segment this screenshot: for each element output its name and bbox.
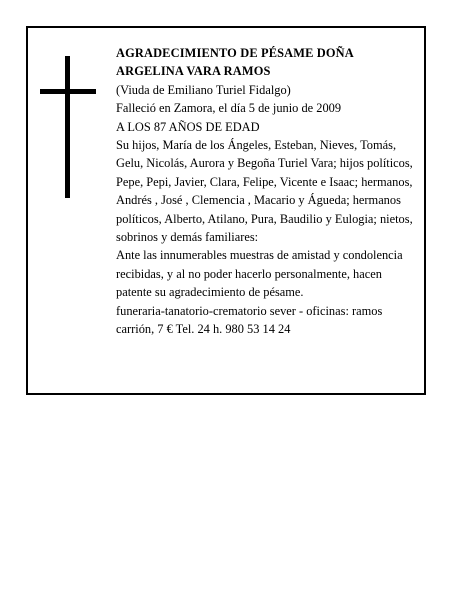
notice-title-line-2: ARGELINA VARA RAMOS xyxy=(116,64,271,79)
thanks-paragraph: Ante las innumerables muestras de amistad y condolencia recibidas, y al no poder hacerlo personalmente, hacen patente su agradecimiento de pésame. xyxy=(116,248,403,300)
latin-cross-icon xyxy=(40,56,96,198)
cross-vertical-bar xyxy=(65,56,70,198)
family-paragraph: Su hijos, María de los Ángeles, Esteban, Nieves, Tomás, Gelu, Nicolás, Aurora y Begoña Turiel Vara; hijos políticos, Pepe, Pepi, Javier, Clara, Felipe, Vicente e Isaac; hermanos, Andrés , José , Clemencia , Macario y Águeda; hermanos políticos, Alberto, Atilano, Pura, Baudilio y Eulogia; nietos, sobrinos y demás familiares: xyxy=(116,138,413,245)
widow-of-line: (Viuda de Emiliano Turiel Fidalgo) xyxy=(116,82,291,97)
age-line: A LOS 87 AÑOS DE EDAD xyxy=(116,119,260,134)
funeral-home-paragraph: funeraria-tanatorio-crematorio sever - oficinas: ramos carrión, 7 € Tel. 24 h. 980 53 14 24 xyxy=(116,303,383,337)
death-info-line: Falleció en Zamora, el día 5 de junio de 2009 xyxy=(116,101,342,116)
obituary-notice-frame xyxy=(26,26,426,395)
notice-title-line-1: AGRADECIMIENTO DE PÉSAME DOÑA xyxy=(116,46,354,60)
cross-horizontal-bar xyxy=(40,89,96,94)
obituary-text-block xyxy=(116,44,418,339)
